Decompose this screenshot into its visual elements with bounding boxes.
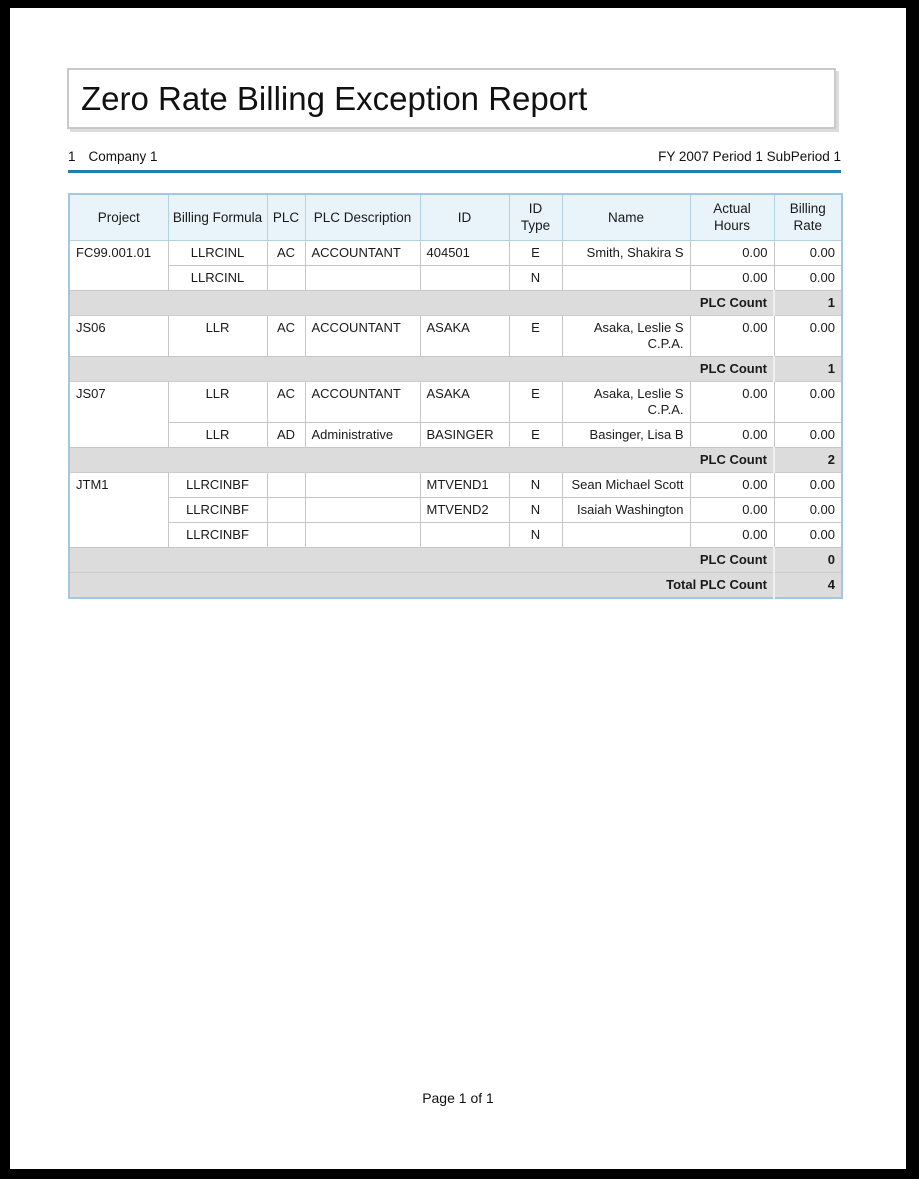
plc-count-row bbox=[69, 290, 842, 315]
table-row bbox=[69, 265, 842, 290]
plc-cell: AC bbox=[267, 240, 305, 265]
plc-cell: AD bbox=[267, 422, 305, 447]
plc-description-cell: ACCOUNTANT bbox=[305, 240, 420, 265]
id-type-cell: E bbox=[509, 381, 562, 422]
id-type-cell: N bbox=[509, 497, 562, 522]
header-row bbox=[69, 194, 842, 240]
billing-formula-cell: LLRCINL bbox=[168, 265, 267, 290]
id-type-cell: E bbox=[509, 240, 562, 265]
name-cell: Asaka, Leslie S C.P.A. bbox=[562, 381, 690, 422]
name-cell bbox=[562, 265, 690, 290]
name-cell: Smith, Shakira S bbox=[562, 240, 690, 265]
plc-count-row bbox=[69, 547, 842, 572]
actual-hours-cell: 0.00 bbox=[690, 522, 774, 547]
plc-count-value: 2 bbox=[774, 447, 842, 472]
actual-hours-cell: 0.00 bbox=[690, 381, 774, 422]
billing-rate-cell: 0.00 bbox=[774, 497, 842, 522]
plc-cell: AC bbox=[267, 381, 305, 422]
billing-formula-cell: LLR bbox=[168, 315, 267, 356]
project-cell: JS07 bbox=[69, 381, 168, 447]
table-row bbox=[69, 315, 842, 356]
col-header-name: Name bbox=[562, 194, 690, 240]
table-row bbox=[69, 522, 842, 547]
table-row bbox=[69, 422, 842, 447]
fiscal-period: FY 2007 Period 1 SubPeriod 1 bbox=[658, 149, 841, 164]
plc-description-cell bbox=[305, 522, 420, 547]
billing-rate-cell: 0.00 bbox=[774, 240, 842, 265]
plc-description-cell: ACCOUNTANT bbox=[305, 381, 420, 422]
report-table bbox=[68, 193, 843, 599]
col-header-billing-formula: Billing Formula bbox=[168, 194, 267, 240]
plc-description-cell bbox=[305, 265, 420, 290]
report-table-body bbox=[69, 240, 842, 598]
project-cell: FC99.001.01 bbox=[69, 240, 168, 290]
plc-description-cell: Administrative bbox=[305, 422, 420, 447]
col-header-project: Project bbox=[69, 194, 168, 240]
plc-cell bbox=[267, 265, 305, 290]
table-row bbox=[69, 240, 842, 265]
billing-rate-cell: 0.00 bbox=[774, 381, 842, 422]
col-header-billing-rate: Billing Rate bbox=[774, 194, 842, 240]
plc-cell bbox=[267, 472, 305, 497]
id-type-cell: N bbox=[509, 472, 562, 497]
billing-rate-cell: 0.00 bbox=[774, 472, 842, 497]
id-cell: ASAKA bbox=[420, 315, 509, 356]
billing-formula-cell: LLR bbox=[168, 422, 267, 447]
actual-hours-cell: 0.00 bbox=[690, 240, 774, 265]
id-cell: BASINGER bbox=[420, 422, 509, 447]
id-type-cell: E bbox=[509, 422, 562, 447]
id-type-cell: N bbox=[509, 522, 562, 547]
name-cell: Isaiah Washington bbox=[562, 497, 690, 522]
billing-formula-cell: LLRCINBF bbox=[168, 522, 267, 547]
table-row bbox=[69, 497, 842, 522]
actual-hours-cell: 0.00 bbox=[690, 497, 774, 522]
actual-hours-cell: 0.00 bbox=[690, 265, 774, 290]
plc-count-value: 1 bbox=[774, 356, 842, 381]
page-number: Page 1 of 1 bbox=[422, 1090, 494, 1106]
plc-description-cell: ACCOUNTANT bbox=[305, 315, 420, 356]
plc-count-row bbox=[69, 447, 842, 472]
id-cell bbox=[420, 522, 509, 547]
company-period-bar bbox=[68, 149, 841, 173]
plc-description-cell bbox=[305, 472, 420, 497]
billing-formula-cell: LLRCINBF bbox=[168, 497, 267, 522]
billing-rate-cell: 0.00 bbox=[774, 522, 842, 547]
project-cell: JTM1 bbox=[69, 472, 168, 547]
col-header-id: ID bbox=[420, 194, 509, 240]
id-cell bbox=[420, 265, 509, 290]
plc-count-label: PLC Count bbox=[69, 547, 774, 572]
id-cell: MTVEND1 bbox=[420, 472, 509, 497]
billing-formula-cell: LLRCINBF bbox=[168, 472, 267, 497]
plc-cell bbox=[267, 497, 305, 522]
billing-formula-cell: LLR bbox=[168, 381, 267, 422]
name-cell bbox=[562, 522, 690, 547]
actual-hours-cell: 0.00 bbox=[690, 472, 774, 497]
billing-rate-cell: 0.00 bbox=[774, 265, 842, 290]
table-row bbox=[69, 472, 842, 497]
billing-formula-cell: LLRCINL bbox=[168, 240, 267, 265]
id-cell: 404501 bbox=[420, 240, 509, 265]
billing-rate-cell: 0.00 bbox=[774, 315, 842, 356]
report-table-container bbox=[68, 193, 841, 599]
actual-hours-cell: 0.00 bbox=[690, 315, 774, 356]
report-title: Zero Rate Billing Exception Report bbox=[67, 68, 836, 129]
plc-count-value: 0 bbox=[774, 547, 842, 572]
col-header-plc: PLC bbox=[267, 194, 305, 240]
id-cell: ASAKA bbox=[420, 381, 509, 422]
plc-count-label: PLC Count bbox=[69, 356, 774, 381]
company-name: Company 1 bbox=[88, 149, 158, 164]
id-cell: MTVEND2 bbox=[420, 497, 509, 522]
report-page bbox=[10, 8, 906, 1169]
id-type-cell: E bbox=[509, 315, 562, 356]
col-header-actual-hours: Actual Hours bbox=[690, 194, 774, 240]
table-row bbox=[69, 381, 842, 422]
plc-count-label: PLC Count bbox=[69, 447, 774, 472]
total-plc-count-row bbox=[69, 572, 842, 598]
plc-cell: AC bbox=[267, 315, 305, 356]
col-header-plc-description: PLC Description bbox=[305, 194, 420, 240]
plc-description-cell bbox=[305, 497, 420, 522]
col-header-id-type: ID Type bbox=[509, 194, 562, 240]
plc-count-row bbox=[69, 356, 842, 381]
billing-rate-cell: 0.00 bbox=[774, 422, 842, 447]
plc-count-value: 1 bbox=[774, 290, 842, 315]
plc-cell bbox=[267, 522, 305, 547]
name-cell: Basinger, Lisa B bbox=[562, 422, 690, 447]
total-plc-count-value: 4 bbox=[774, 572, 842, 598]
plc-count-label: PLC Count bbox=[69, 290, 774, 315]
id-type-cell: N bbox=[509, 265, 562, 290]
project-cell: JS06 bbox=[69, 315, 168, 356]
name-cell: Sean Michael Scott bbox=[562, 472, 690, 497]
actual-hours-cell: 0.00 bbox=[690, 422, 774, 447]
total-plc-count-label: Total PLC Count bbox=[69, 572, 774, 598]
name-cell: Asaka, Leslie S C.P.A. bbox=[562, 315, 690, 356]
company-number: 1 bbox=[68, 149, 76, 164]
company-info bbox=[68, 149, 158, 164]
